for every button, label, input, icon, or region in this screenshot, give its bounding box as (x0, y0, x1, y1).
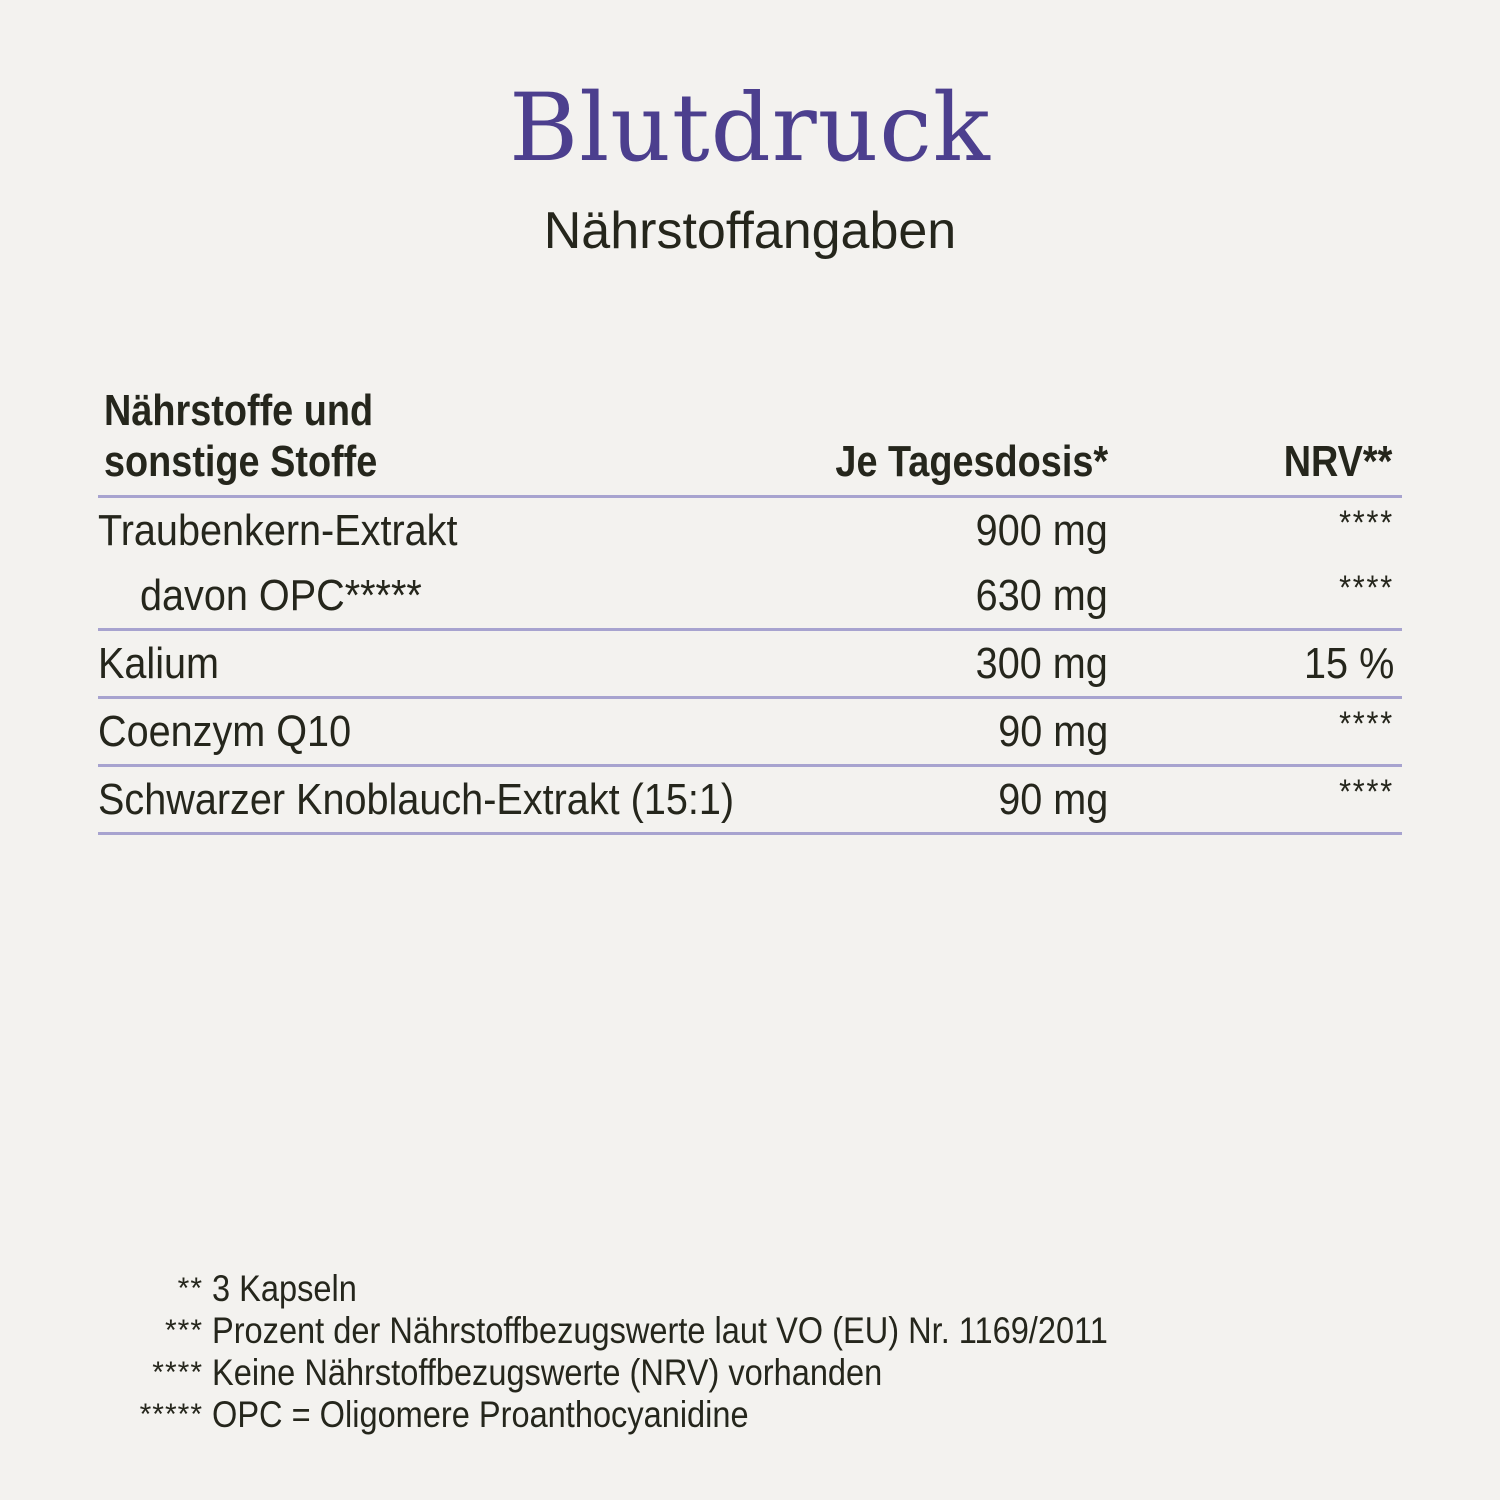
header-nutrients-line1: Nährstoffe und (104, 386, 374, 435)
nutrient-name: Coenzym Q10 (98, 707, 352, 756)
nutrient-nrv: 15 % (1303, 639, 1394, 688)
table-group (98, 631, 1402, 699)
nutrient-dose: 300 mg (975, 639, 1108, 688)
footnote (0, 1352, 1500, 1394)
nutrient-name: Kalium (98, 639, 220, 688)
header-daily-dose: Je Tagesdosis* (835, 437, 1108, 486)
header-nutrients (104, 385, 377, 487)
footnote-text: OPC = Oligomere Proanthocyanidine (212, 1394, 749, 1435)
table-group (98, 767, 1402, 835)
footnote-text: 3 Kapseln (212, 1268, 357, 1309)
table-group (98, 699, 1402, 767)
nutrient-dose: 630 mg (975, 571, 1108, 620)
nutrient-dose: 900 mg (975, 506, 1108, 555)
footnote-mark: **** (152, 1356, 203, 1389)
footnote (0, 1268, 1500, 1310)
nutrition-table (98, 385, 1402, 835)
nutrient-dose: 90 mg (997, 775, 1108, 824)
nutrient-nrv: **** (1339, 504, 1394, 542)
nutrient-name: Traubenkern-Extrakt (98, 506, 458, 555)
footnote (0, 1394, 1500, 1436)
footnote (0, 1310, 1500, 1352)
table-row (98, 498, 1402, 563)
table-row (98, 767, 1402, 832)
page-title: Blutdruck (509, 74, 991, 183)
table-row (98, 631, 1402, 696)
table-group (98, 498, 1402, 631)
footnote-text: Keine Nährstoffbezugswerte (NRV) vorhanden (212, 1352, 883, 1393)
header-nutrients-line2: sonstige Stoffe (104, 437, 378, 486)
footnotes (0, 1268, 1500, 1436)
header-nrv: NRV** (1283, 437, 1392, 486)
footnote-mark: ***** (139, 1398, 203, 1431)
nutrient-dose: 90 mg (997, 707, 1108, 756)
nutrient-name: davon OPC***** (140, 571, 422, 620)
nutrient-nrv: **** (1339, 773, 1394, 811)
table-row (98, 699, 1402, 764)
table-row (98, 563, 1402, 628)
table-header (98, 385, 1402, 498)
footnote-text: Prozent der Nährstoffbezugswerte laut VO (EU) Nr. 1169/2011 (212, 1310, 1108, 1351)
footnote-mark: *** (164, 1314, 203, 1347)
page-subtitle: Nährstoffangaben (543, 202, 957, 260)
nutrient-name: Schwarzer Knoblauch-Extrakt (15:1) (98, 775, 735, 824)
nutrient-nrv: **** (1339, 705, 1394, 743)
footnote-mark: ** (177, 1272, 203, 1305)
nutrient-nrv: **** (1339, 569, 1394, 607)
